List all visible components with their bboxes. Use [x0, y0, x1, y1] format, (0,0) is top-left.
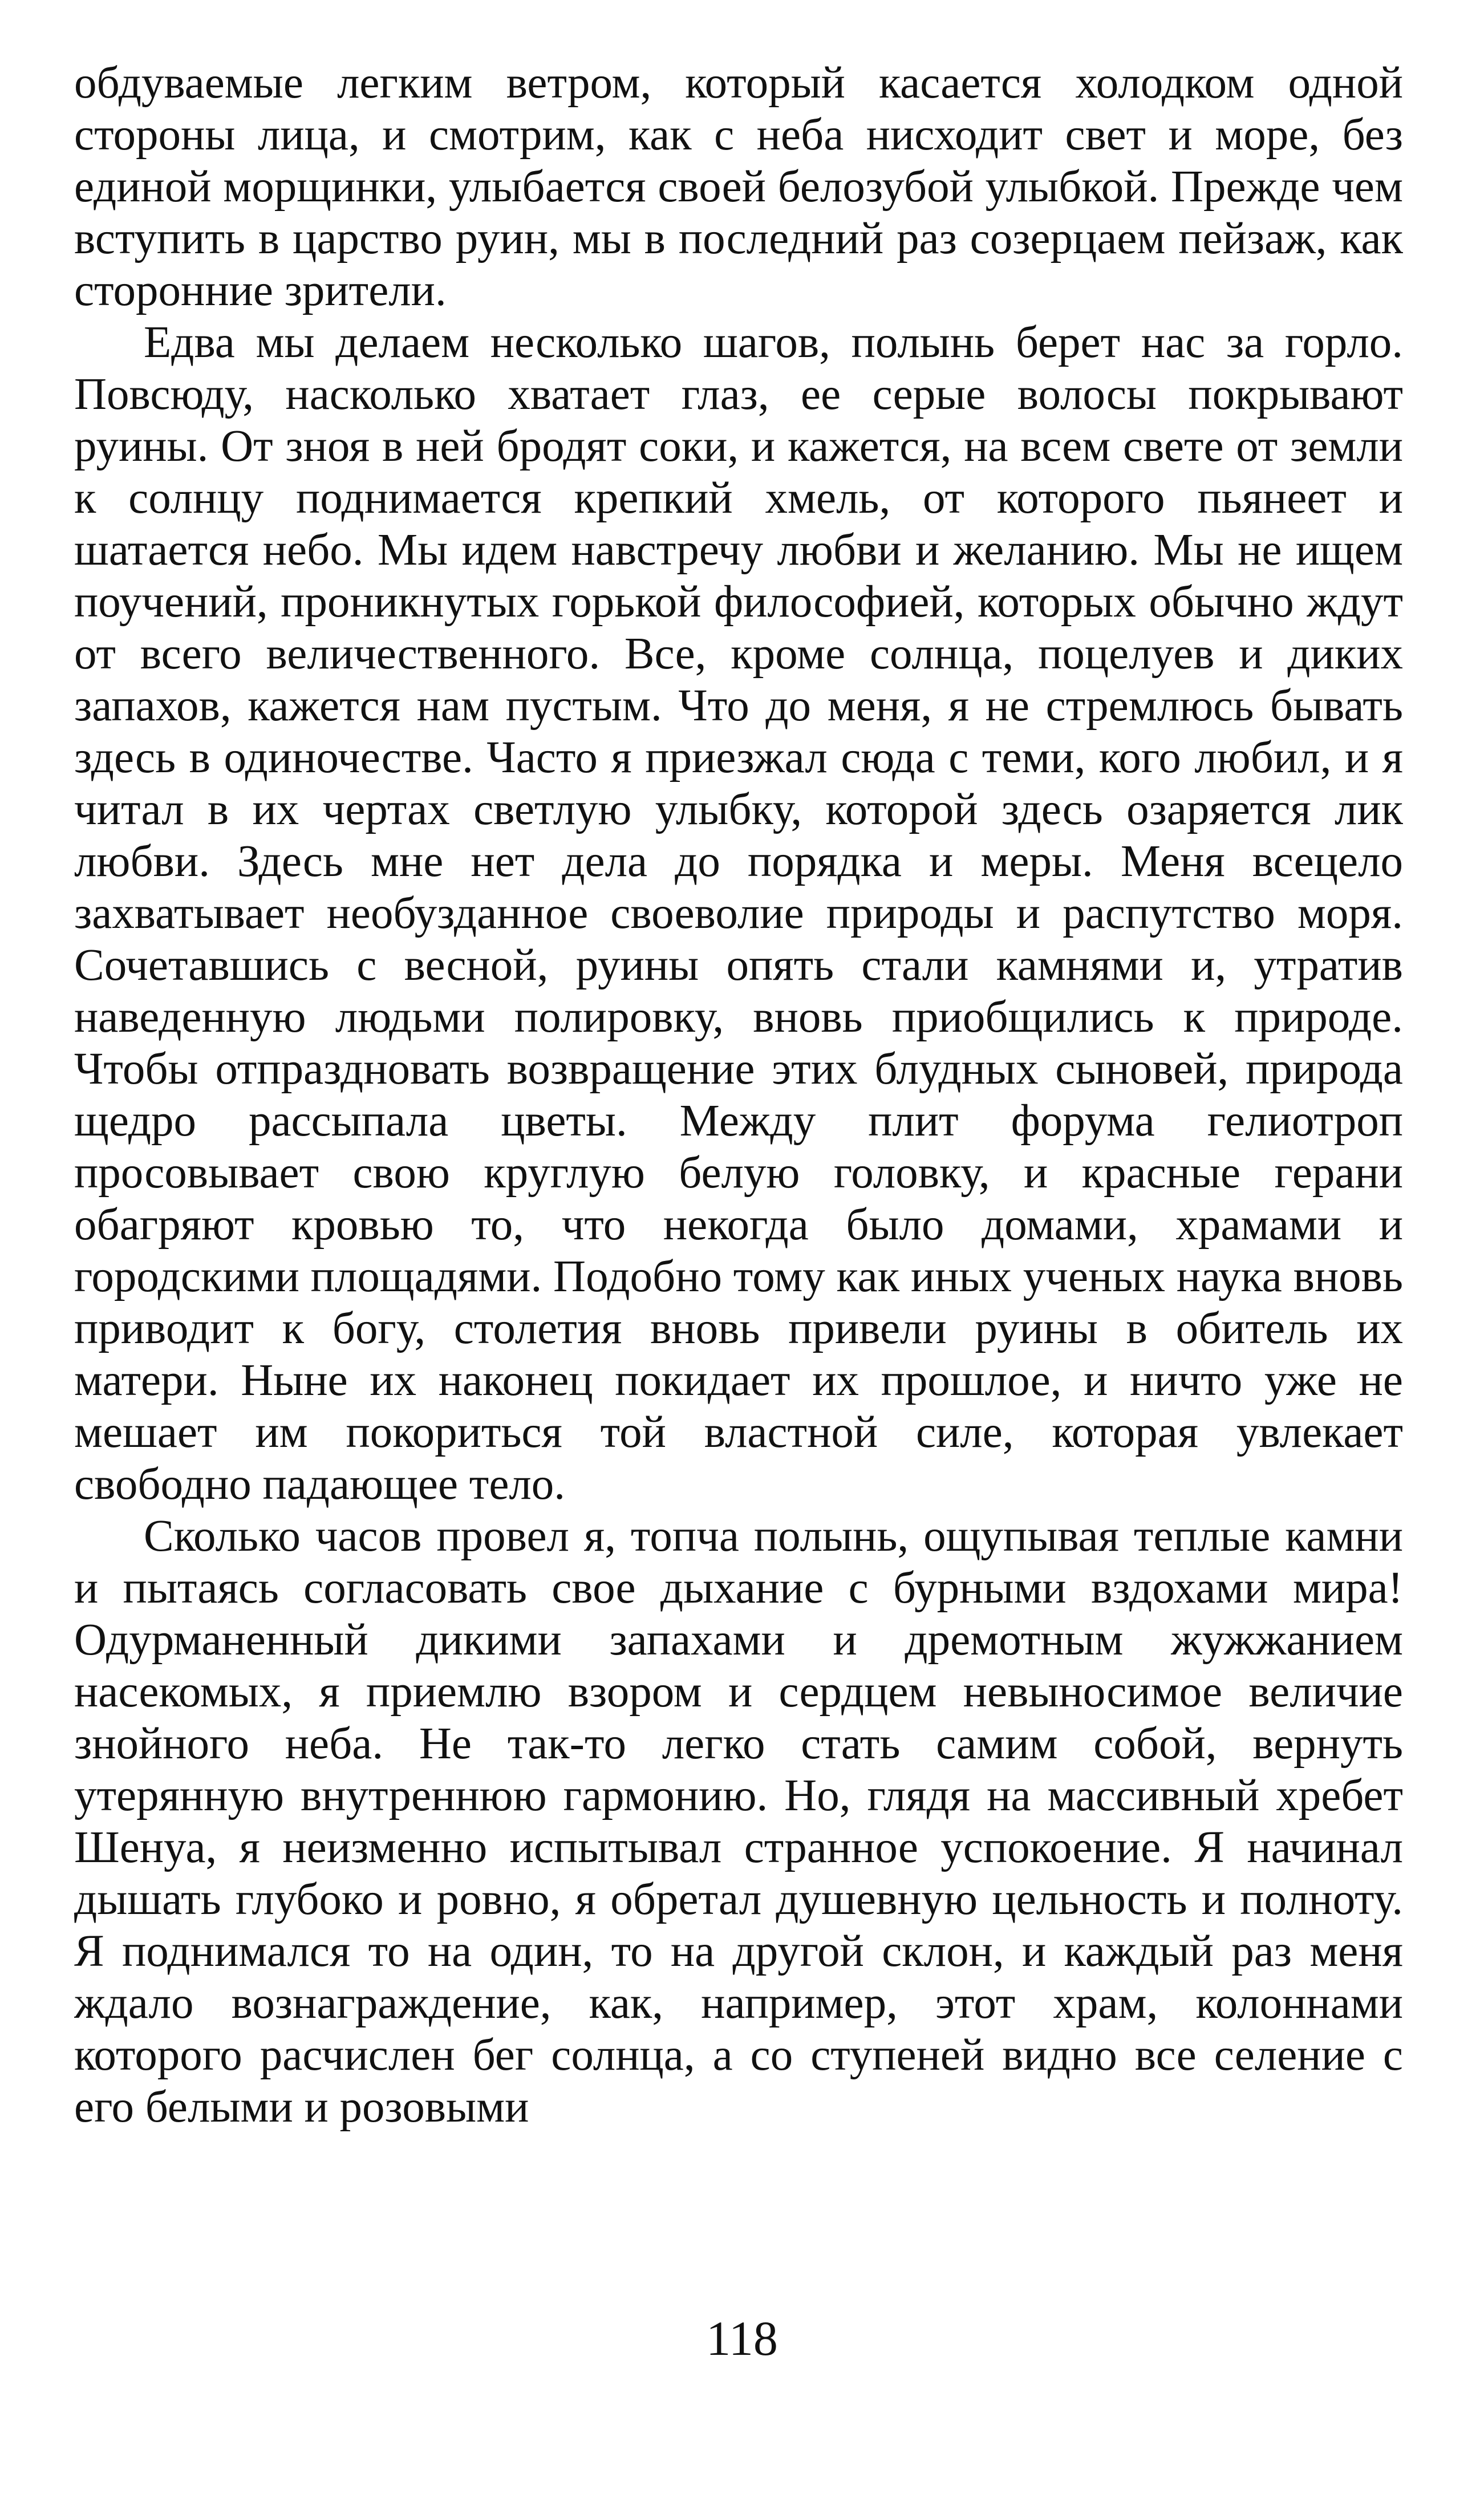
- paragraph-hours-walking: Сколько часов провел я, топча полынь, ощупывая теплые камни и пытаясь согласовать свое дыхание с бурными вздохами мира! Одурманенный дикими запахами и дремотным жужжанием насекомых, я приемлю взором и сердцем невыносимое величие знойного неба. Не так-то легко стать самим собой, вернуть утерянную внутреннюю гармонию. Но, глядя на массивный хребет Шенуа, я неизменно испытывал странное успокоение. Я начинал дышать глубоко и ровно, я обретал душевную цельность и полноту. Я поднимался то на один, то на другой склон, и каждый раз меня ждало вознаграждение, как, например, этот храм, колоннами которого расчислен бег солнца, а со ступеней видно все селение с его белыми и розовыми: [74, 1511, 1403, 2132]
- page-number: 118: [706, 2311, 778, 2366]
- paragraph-wormwood-ruins: Едва мы делаем несколько шагов, полынь берет нас за горло. Повсюду, насколько хватает глаз, ее серые волосы покрывают руины. От зноя в ней бродят соки, и кажется, на всем свете от земли к солнцу поднимается крепкий хмель, от которого пьянеет и шатается небо. Мы идем навстречу любви и желанию. Мы не ищем поучений, проникнутых горькой философией, которых обычно ждут от всего величественного. Все, кроме солнца, поцелуев и диких запахов, кажется нам пустым. Что до меня, я не стремлюсь бывать здесь в одиночестве. Часто я приезжал сюда с теми, кого любил, и я читал в их чертах светлую улыбку, которой здесь озаряется лик любви. Здесь мне нет дела до порядка и меры. Меня всецело захватывает необузданное своеволие природы и распутство моря. Сочетавшись с весной, руины опять стали камнями и, утратив наведенную людьми полировку, вновь приобщились к природе. Чтобы отпраздновать возвращение этих блудных сыновей, природа щедро рассыпала цветы. Между плит форума гелиотроп просовывает свою круглую белую головку, и красные герани обагряют кровью то, что некогда было домами, храмами и городскими площадями. Подобно тому как иных ученых наука вновь приводит к богу, столетия вновь привели руины в обитель их матери. Ныне их наконец покидает их прошлое, и ничто уже не мешает им покориться той властной силе, которая увлекает свободно падающее тело.: [74, 318, 1403, 1509]
- paragraph-continuation: обдуваемые легким ветром, который касается холодком одной стороны лица, и смотрим, как с неба нисходит свет и море, без единой морщинки, улыбается своей белозубой улыбкой. Прежде чем вступить в царство руин, мы в последний раз созерцаем пейзаж, как сторонние зрители.: [74, 58, 1403, 315]
- book-page: [74, 57, 1403, 2441]
